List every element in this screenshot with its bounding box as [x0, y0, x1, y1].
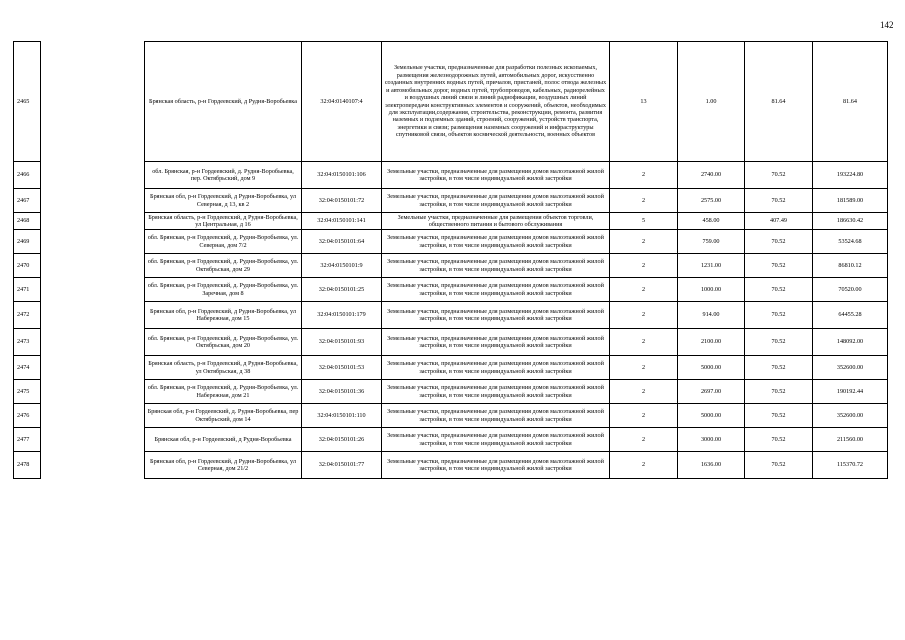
land-use-cell: Земельные участки, предназначенные для размещения домов малоэтажной жилой застройки, в том числе индивидуальной жилой застройки	[382, 162, 610, 189]
cadastral-number-cell: 32:04:0150101:106	[302, 162, 382, 189]
value-cell: 81.64	[813, 42, 888, 162]
table-row	[14, 428, 888, 452]
area-cell: 2100.00	[678, 329, 745, 356]
spacer-cell	[41, 329, 145, 356]
spacer-cell	[41, 428, 145, 452]
value-cell: 190192.44	[813, 380, 888, 404]
value-cell: 70520.00	[813, 278, 888, 302]
row-number: 2478	[14, 452, 41, 479]
address-cell: Брянская обл, р-н Гордеевский, д Рудня-Воробьевка, ул Северная, д 13, кв 2	[145, 189, 302, 213]
address-cell: обл. Брянская, р-н Гордеевский, д. Рудня-Воробьевка, пер. Октябрьский, дом 9	[145, 162, 302, 189]
value-cell: 148092.00	[813, 329, 888, 356]
group-cell: 2	[610, 230, 678, 254]
area-cell: 1.00	[678, 42, 745, 162]
value-cell: 352600.00	[813, 404, 888, 428]
address-cell: обл. Брянская, р-н Гордеевский, д. Рудня-Воробьевка, ул. Октябрьская, дом 29	[145, 254, 302, 278]
cadastral-number-cell: 32:04:0150101:179	[302, 302, 382, 329]
table-row	[14, 42, 888, 162]
address-cell: обл. Брянская, р-н Гордеевский, д. Рудня-Воробьевка, ул. Заречная, дом 8	[145, 278, 302, 302]
value-cell: 193224.80	[813, 162, 888, 189]
group-cell: 2	[610, 452, 678, 479]
cadastral-number-cell: 32:04:0150101:53	[302, 356, 382, 380]
row-number: 2468	[14, 213, 41, 230]
land-use-cell: Земельные участки, предназначенные для размещения домов малоэтажной жилой застройки, в том числе индивидуальной жилой застройки	[382, 302, 610, 329]
land-use-cell: Земельные участки, предназначенные для размещения домов малоэтажной жилой застройки, в том числе индивидуальной жилой застройки	[382, 404, 610, 428]
table-body	[14, 42, 888, 479]
row-number: 2476	[14, 404, 41, 428]
rate-cell: 70.52	[745, 329, 813, 356]
value-cell: 53524.68	[813, 230, 888, 254]
row-number: 2465	[14, 42, 41, 162]
spacer-cell	[41, 189, 145, 213]
spacer-cell	[41, 380, 145, 404]
group-cell: 2	[610, 428, 678, 452]
table-row	[14, 329, 888, 356]
address-cell: Брянская область, р-н Гордеевский, д Рудня-Воробьевка	[145, 42, 302, 162]
group-cell: 2	[610, 404, 678, 428]
table-row	[14, 302, 888, 329]
area-cell: 2697.00	[678, 380, 745, 404]
area-cell: 1231.00	[678, 254, 745, 278]
group-cell: 13	[610, 42, 678, 162]
address-cell: обл. Брянская, р-н Гордеевский, д. Рудня-Воробьевка, ул. Набережная, дом 21	[145, 380, 302, 404]
group-cell: 2	[610, 254, 678, 278]
land-use-cell: Земельные участки, предназначенные для размещения домов малоэтажной жилой застройки, в том числе индивидуальной жилой застройки	[382, 428, 610, 452]
rate-cell: 70.52	[745, 278, 813, 302]
group-cell: 5	[610, 213, 678, 230]
row-number: 2466	[14, 162, 41, 189]
row-number: 2475	[14, 380, 41, 404]
row-number: 2472	[14, 302, 41, 329]
table-row	[14, 162, 888, 189]
spacer-cell	[41, 213, 145, 230]
table-row	[14, 452, 888, 479]
table-row	[14, 380, 888, 404]
value-cell: 186630.42	[813, 213, 888, 230]
rate-cell: 81.64	[745, 42, 813, 162]
address-cell: Брянская обл, р-н Гордеевский, д Рудня-Воробьевка, ул Северная, дом 21/2	[145, 452, 302, 479]
address-cell: Брянская обл, р-н Гордеевский, д. Рудня-Воробьевка, пер Октябрьский, дом 14	[145, 404, 302, 428]
area-cell: 1636.00	[678, 452, 745, 479]
table-row	[14, 254, 888, 278]
spacer-cell	[41, 254, 145, 278]
spacer-cell	[41, 452, 145, 479]
group-cell: 2	[610, 302, 678, 329]
table-row	[14, 213, 888, 230]
area-cell: 759.00	[678, 230, 745, 254]
group-cell: 2	[610, 356, 678, 380]
rate-cell: 70.52	[745, 404, 813, 428]
rate-cell: 70.52	[745, 162, 813, 189]
cadastral-number-cell: 32:04:0150101:93	[302, 329, 382, 356]
registry-table	[13, 41, 888, 479]
area-cell: 5000.00	[678, 356, 745, 380]
land-use-cell: Земельные участки, предназначенные для размещения домов малоэтажной жилой застройки, в том числе индивидуальной жилой застройки	[382, 254, 610, 278]
area-cell: 5000.00	[678, 404, 745, 428]
area-cell: 3000.00	[678, 428, 745, 452]
table-row	[14, 404, 888, 428]
cadastral-number-cell: 32:04:0150101:26	[302, 428, 382, 452]
spacer-cell	[41, 278, 145, 302]
row-number: 2470	[14, 254, 41, 278]
cadastral-number-cell: 32:04:0150101:77	[302, 452, 382, 479]
row-number: 2471	[14, 278, 41, 302]
area-cell: 2575.00	[678, 189, 745, 213]
rate-cell: 70.52	[745, 230, 813, 254]
group-cell: 2	[610, 189, 678, 213]
row-number: 2473	[14, 329, 41, 356]
land-use-cell: Земельные участки, предназначенные для размещения домов малоэтажной жилой застройки, в том числе индивидуальной жилой застройки	[382, 189, 610, 213]
rate-cell: 70.52	[745, 428, 813, 452]
address-cell: Брянская область, р-н Гордеевский, д Рудня-Воробьевка, ул Октябрьская, д 38	[145, 356, 302, 380]
rate-cell: 70.52	[745, 254, 813, 278]
area-cell: 1000.00	[678, 278, 745, 302]
table-row	[14, 278, 888, 302]
spacer-cell	[41, 162, 145, 189]
land-use-cell: Земельные участки, предназначенные для размещения домов малоэтажной жилой застройки, в том числе индивидуальной жилой застройки	[382, 356, 610, 380]
rate-cell: 407.49	[745, 213, 813, 230]
cadastral-number-cell: 32:04:0150101:36	[302, 380, 382, 404]
row-number: 2467	[14, 189, 41, 213]
land-use-cell: Земельные участки, предназначенные для разработки полезных ископаемых, размещения железнодорожных путей, автомобильных дорог, искусственно созданных внутренних водных путей, причалов, пристаней, полос отвода железных и автомобильных дорог, водных путей, трубопроводов, кабельных, радиорелейных и воздушных линий связи и линий радиофикации, воздушных линий электропередачи конструктивных элементов и сооружений, объектов, необходимых для эксплуатации,содержания, строительства, реконструкции, ремонта, развития наземных и подземных зданий, строений, сооружений, устройств транспорта, энергетики и связи; размещения наземных сооружений и инфраструктуры спутниковой связи, объектов космической деятельности, военных объектов	[382, 42, 610, 162]
land-use-cell: Земельные участки, предназначенные для размещения домов малоэтажной жилой застройки, в том числе индивидуальной жилой застройки	[382, 380, 610, 404]
spacer-cell	[41, 302, 145, 329]
cadastral-number-cell: 32:04:0150101:110	[302, 404, 382, 428]
cadastral-number-cell: 32:04:0150101:9	[302, 254, 382, 278]
group-cell: 2	[610, 162, 678, 189]
spacer-cell	[41, 230, 145, 254]
cadastral-number-cell: 32:04:0150101:64	[302, 230, 382, 254]
table-row	[14, 230, 888, 254]
land-use-cell: Земельные участки, предназначенные для размещения домов малоэтажной жилой застройки, в том числе индивидуальной жилой застройки	[382, 329, 610, 356]
value-cell: 211560.00	[813, 428, 888, 452]
cadastral-number-cell: 32:04:0150101:141	[302, 213, 382, 230]
spacer-cell	[41, 404, 145, 428]
group-cell: 2	[610, 380, 678, 404]
address-cell: обл. Брянская, р-н Гордеевский, д. Рудня-Воробьевка, ул. Октябрьская, дом 20	[145, 329, 302, 356]
spacer-cell	[41, 356, 145, 380]
table-row	[14, 189, 888, 213]
cadastral-number-cell: 32:04:0150101:25	[302, 278, 382, 302]
value-cell: 86810.12	[813, 254, 888, 278]
value-cell: 64455.28	[813, 302, 888, 329]
land-use-cell: Земельные участки, предназначенные для размещения домов малоэтажной жилой застройки, в том числе индивидуальной жилой застройки	[382, 230, 610, 254]
area-cell: 914.00	[678, 302, 745, 329]
area-cell: 2740.00	[678, 162, 745, 189]
land-use-cell: Земельные участки, предназначенные для размещения домов малоэтажной жилой застройки, в том числе индивидуальной жилой застройки	[382, 452, 610, 479]
spacer-cell	[41, 42, 145, 162]
address-cell: Брянская обл, р-н Гордеевский, д Рудня-Воробьевка	[145, 428, 302, 452]
group-cell: 2	[610, 278, 678, 302]
address-cell: обл. Брянская, р-н Гордеевский, д. Рудня-Воробьевка, ул. Северная, дом 7/2	[145, 230, 302, 254]
row-number: 2477	[14, 428, 41, 452]
land-use-cell: Земельные участки, предназначенные для размещения объектов торговли, общественного питания и бытового обслуживания	[382, 213, 610, 230]
value-cell: 115370.72	[813, 452, 888, 479]
value-cell: 352600.00	[813, 356, 888, 380]
cadastral-number-cell: 32:04:0140107:4	[302, 42, 382, 162]
page-number: 142	[880, 20, 894, 30]
cadastral-number-cell: 32:04:0150101:72	[302, 189, 382, 213]
group-cell: 2	[610, 329, 678, 356]
rate-cell: 70.52	[745, 302, 813, 329]
rate-cell: 70.52	[745, 189, 813, 213]
rate-cell: 70.52	[745, 380, 813, 404]
rate-cell: 70.52	[745, 452, 813, 479]
value-cell: 181589.00	[813, 189, 888, 213]
row-number: 2474	[14, 356, 41, 380]
row-number: 2469	[14, 230, 41, 254]
table-row	[14, 356, 888, 380]
area-cell: 458.00	[678, 213, 745, 230]
address-cell: Брянская обл, р-н Гордеевский, д Рудня-Воробьевка, ул Набережная, дом 15	[145, 302, 302, 329]
land-use-cell: Земельные участки, предназначенные для размещения домов малоэтажной жилой застройки, в том числе индивидуальной жилой застройки	[382, 278, 610, 302]
rate-cell: 70.52	[745, 356, 813, 380]
address-cell: Брянская область, р-н Гордеевский, д Рудня-Воробьевка, ул Центральная, д 16	[145, 213, 302, 230]
